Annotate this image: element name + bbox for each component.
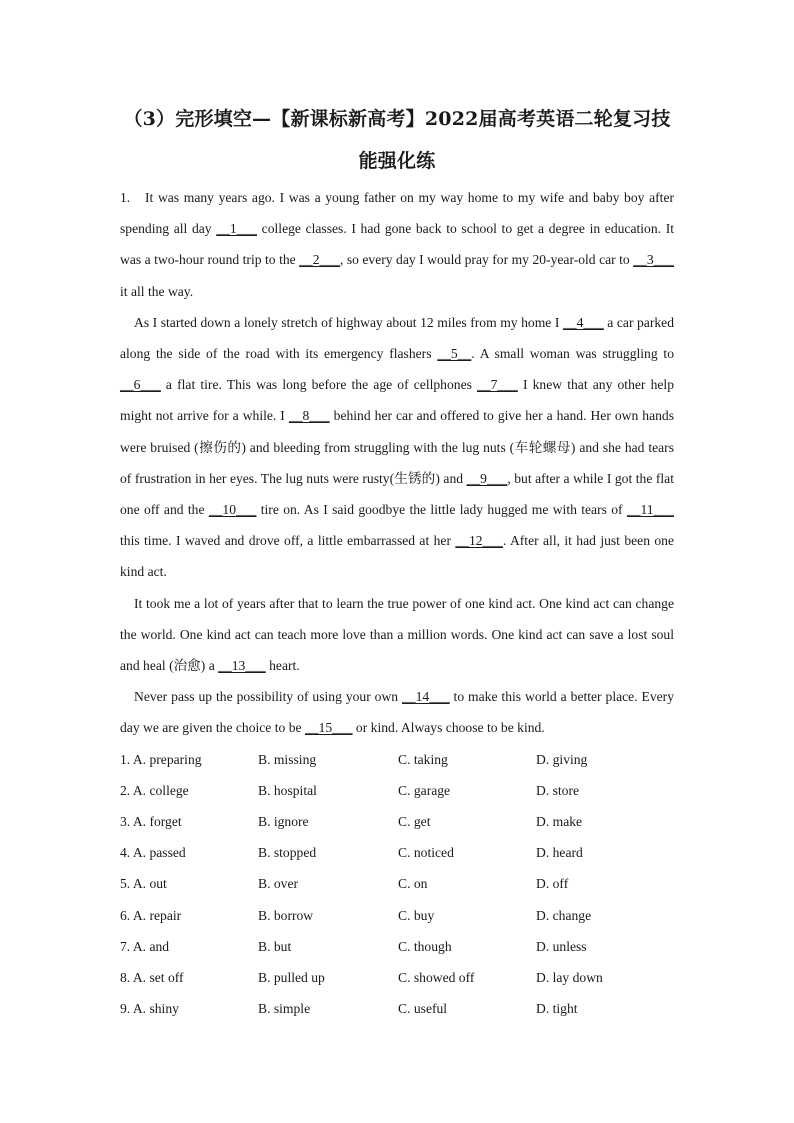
option-1c: C. taking bbox=[398, 751, 448, 767]
option-1a: 1. A. preparing bbox=[120, 751, 202, 767]
answer-options bbox=[120, 744, 674, 1025]
blank-1: __1___ bbox=[216, 221, 258, 237]
text-segment: Never pass up the possibility of using your own bbox=[134, 689, 403, 705]
option-4a: 4. A. passed bbox=[120, 845, 186, 861]
option-9b: B. simple bbox=[258, 1001, 311, 1017]
text-segment: this time. I waved and drove off, a little embarrassed at her bbox=[120, 533, 456, 549]
text-segment: heart. bbox=[265, 658, 300, 674]
text-segment: . A small woman was struggling to bbox=[471, 346, 674, 362]
blank-7: __7___ bbox=[477, 377, 518, 393]
document-title bbox=[120, 98, 674, 182]
blank-13: __13___ bbox=[218, 658, 266, 674]
text-segment: It was many years ago. I was a young father on my way home to my wife and baby boy after spending all day bbox=[120, 190, 674, 237]
text-segment: , so every day I would pray for my 20-year-old car to bbox=[339, 252, 634, 268]
option-4c: C. noticed bbox=[398, 845, 454, 861]
option-9d: D. tight bbox=[536, 1001, 578, 1017]
passage-paragraph-1 bbox=[120, 182, 674, 307]
option-6c: C. buy bbox=[398, 907, 435, 923]
text-segment: , but after a while I got the flat one off and the bbox=[120, 470, 674, 518]
text-segment: tire on. As I said goodbye the little lady hugged me with tears of bbox=[256, 502, 627, 518]
blank-10: __10___ bbox=[208, 502, 257, 518]
option-7c: C. though bbox=[398, 938, 452, 954]
option-4d: D. heard bbox=[536, 845, 583, 861]
option-3d: D. make bbox=[536, 814, 583, 830]
passage-paragraph-2 bbox=[120, 307, 674, 588]
blank-11: __11___ bbox=[626, 502, 674, 518]
option-5c: C. on bbox=[398, 876, 428, 892]
option-2c: C. garage bbox=[398, 782, 451, 798]
text-segment: I knew that any other help might not arrive for a while. I bbox=[120, 377, 674, 424]
text-segment: As I started down a lonely stretch of highway about 12 miles from my home I bbox=[134, 314, 563, 330]
option-1b: B. missing bbox=[258, 751, 317, 767]
text-segment: behind her car and offered to give her a hand. Her own hands were bruised (擦伤的) and bleeding from struggling with the lug nuts (车轮螺母) and she had tears of frustration in her eyes. The lug nuts were rusty(生锈的) and bbox=[120, 408, 674, 486]
text-segment: college classes. I had gone back to school to get a degree in education. It was a two-hour round trip to the bbox=[120, 221, 674, 268]
option-4b: B. stopped bbox=[258, 845, 317, 861]
option-6a: 6. A. repair bbox=[120, 907, 182, 923]
text-segment: a flat tire. This was long before the age of cellphones bbox=[160, 377, 478, 393]
text-segment: . After all, it had just been one kind act. bbox=[120, 533, 674, 580]
blank-12: __12___ bbox=[455, 533, 503, 549]
title-line-2: 能强化练 bbox=[358, 150, 436, 172]
blank-14: __14___ bbox=[402, 689, 450, 705]
blank-5: __5__ bbox=[437, 346, 472, 362]
passage-paragraph-4 bbox=[120, 681, 674, 743]
option-8c: C. showed off bbox=[398, 970, 475, 986]
document-page bbox=[120, 98, 674, 1024]
title-line-1: （3）完形填空—【新课标新高考】2022届高考英语二轮复习技 bbox=[123, 108, 671, 130]
option-3c: C. get bbox=[398, 814, 431, 830]
text-segment: to make this world a better place. Every day we are given the choice to be bbox=[120, 689, 674, 736]
option-8a: 8. A. set off bbox=[120, 970, 184, 986]
blank-9: __9___ bbox=[466, 470, 508, 486]
option-5b: B. over bbox=[258, 876, 299, 892]
blank-6: __6___ bbox=[120, 377, 161, 393]
question-number: 1. bbox=[120, 190, 131, 205]
option-9a: 9. A. shiny bbox=[120, 1001, 179, 1017]
passage-paragraph-3 bbox=[120, 588, 674, 682]
option-5a: 5. A. out bbox=[120, 876, 167, 892]
option-6d: D. change bbox=[536, 907, 592, 923]
blank-15: __15___ bbox=[304, 720, 353, 736]
blank-8: __8___ bbox=[288, 408, 330, 424]
option-6b: B. borrow bbox=[258, 907, 314, 923]
option-2b: B. hospital bbox=[258, 782, 317, 798]
option-3b: B. ignore bbox=[258, 814, 309, 830]
text-segment: It took me a lot of years after that to learn the true power of one kind act. One kind act can change the world. One kind act can teach more love than a million words. One kind act can save a lost soul and heal (治愈) a bbox=[120, 595, 674, 674]
option-1d: D. giving bbox=[536, 751, 588, 767]
option-7b: B. but bbox=[258, 938, 292, 954]
option-2a: 2. A. college bbox=[120, 782, 189, 798]
option-7d: D. unless bbox=[536, 938, 587, 954]
text-segment: or kind. Always choose to be kind. bbox=[352, 720, 545, 736]
option-8d: D. lay down bbox=[536, 970, 603, 986]
text-segment: a car parked along the side of the road with its emergency flashers bbox=[120, 314, 674, 362]
option-9c: C. useful bbox=[398, 1001, 448, 1017]
text-segment: it all the way. bbox=[120, 283, 194, 299]
option-8b: B. pulled up bbox=[258, 970, 325, 986]
blank-4: __4___ bbox=[562, 314, 604, 330]
blank-2: __2___ bbox=[299, 252, 340, 268]
blank-3: __3___ bbox=[633, 252, 674, 268]
option-3a: 3. A. forget bbox=[120, 814, 182, 830]
option-7a: 7. A. and bbox=[120, 938, 170, 954]
option-2d: D. store bbox=[536, 782, 580, 798]
option-5d: D. off bbox=[536, 876, 569, 892]
